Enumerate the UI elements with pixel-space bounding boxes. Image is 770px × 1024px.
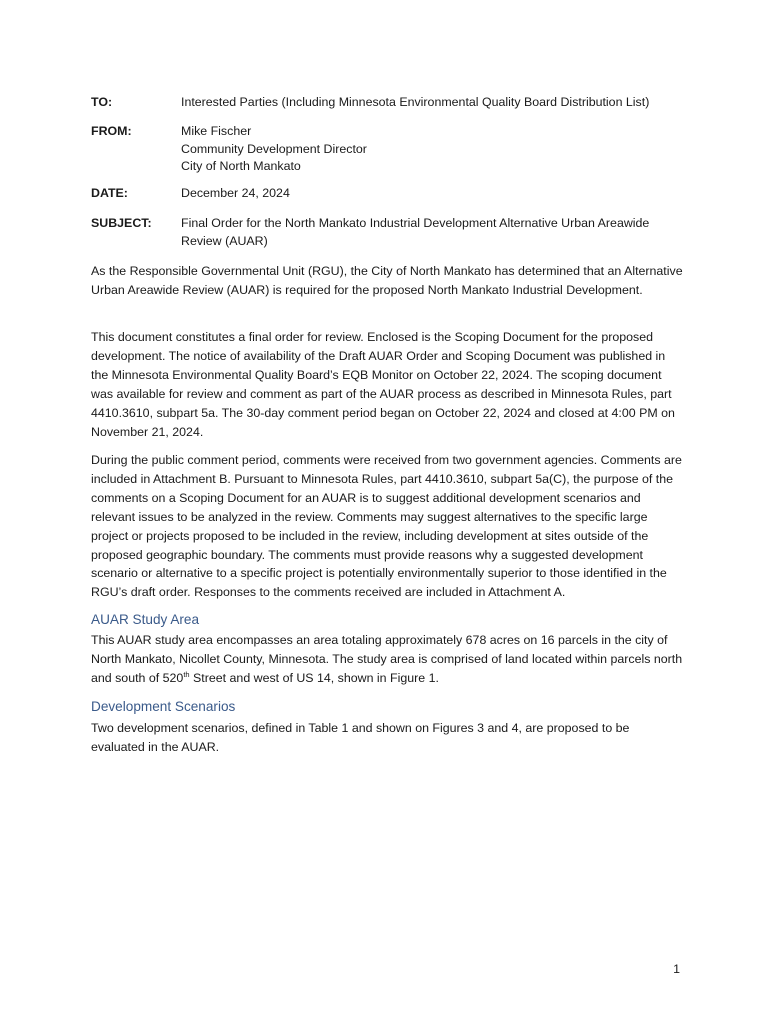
to-value: Interested Parties (Including Minnesota Environmental Quality Board Distribution List) [181, 95, 650, 109]
date-value: December 24, 2024 [181, 186, 290, 200]
final-order-paragraph: This document constitutes a final order for review. Enclosed is the Scoping Document for the proposed development. The notice of availability of the Draft AUAR Order and Scoping Document was published in the Minnesota Environmental Quality Board’s EQB Monitor on October 22, 2024. The scoping document was available for review and comment as part of the AUAR process as described in Minnesota Rules, part 4410.3610, subpart 5a. The 30-day comment period began on October 22, 2024 and closed at 4:00 PM on November 21, 2024. [91, 330, 675, 439]
study-area-heading: AUAR Study Area [91, 612, 200, 627]
from-value [181, 123, 701, 176]
page-number: 1 [673, 962, 680, 976]
subject-label: SUBJECT: [91, 216, 152, 230]
development-scenarios-heading: Development Scenarios [91, 699, 236, 714]
subject-value [181, 215, 701, 250]
from-title: Community Development Director [181, 141, 367, 156]
intro-paragraph: As the Responsible Governmental Unit (RGU), the City of North Mankato has determined that an Alternative Urban Areawide Review (AUAR) is required for the proposed North Mankato Industrial Development. [91, 264, 683, 297]
ordinal-superscript: th [183, 669, 190, 679]
comment-period-paragraph: During the public comment period, comments were received from two government agencies. Comments are included in Attachment B. Pursuant to Minnesota Rules, part 4410.3610, subpart 5a(C), the purpose of the comments on a Scoping Document for an AUAR is to suggest additional development scenarios and relevant issues to be analyzed in the review. Comments may suggest alternatives to the specific large project or projects proposed to be included in the review, including development at sites outside of the proposed geographic boundary. The comments must provide reasons why a suggested development scenario or alternative to a specific project is potentially environmentally superior to those identified in the RGU’s draft order. Responses to the comments received are included in Attachment A. [91, 453, 682, 600]
study-area-paragraph: This AUAR study area encompasses an area totaling approximately 678 acres on 16 parcels in the city of North Mankato, Nicollet County, Minnesota. The study area is comprised of land located within parcels north and south of 520th Street and west of US 14, shown in Figure 1. [91, 633, 683, 685]
from-label: FROM: [91, 124, 132, 138]
date-label: DATE: [91, 186, 128, 200]
to-label: TO: [91, 95, 113, 109]
from-organization: City of North Mankato [181, 159, 301, 174]
from-name: Mike Fischer [181, 124, 252, 138]
subject-line-2: Review (AUAR) [181, 233, 268, 248]
subject-line-1: Final Order for the North Mankato Industrial Development Alternative Urban Areawide [181, 216, 650, 230]
development-scenarios-paragraph: Two development scenarios, defined in Table 1 and shown on Figures 3 and 4, are proposed to be evaluated in the AUAR. [91, 721, 630, 754]
